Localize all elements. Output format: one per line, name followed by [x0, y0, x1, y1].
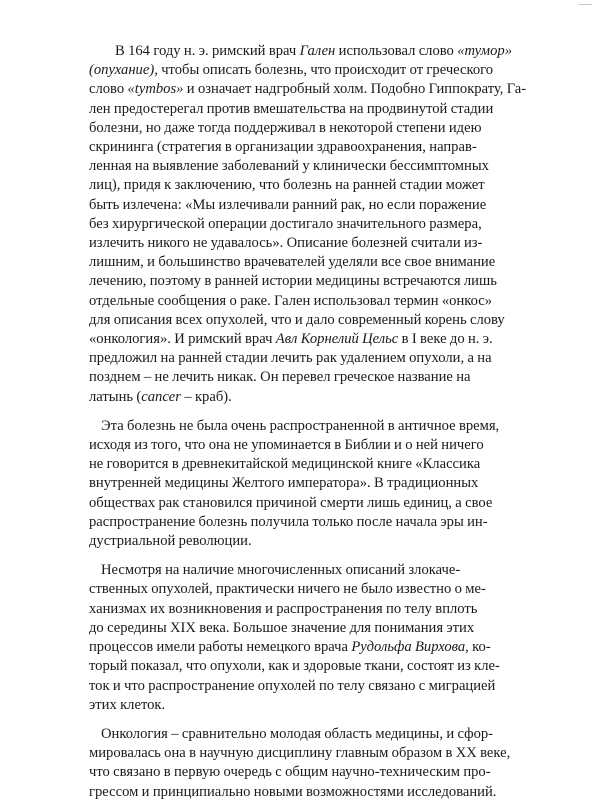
text-run: использовал слово: [335, 43, 458, 59]
text-line: [89, 330, 511, 349]
text-line: [89, 725, 511, 744]
text-run: предложил на ранней стадии лечить рак удалением опухоли, а на: [89, 350, 492, 367]
text-run: Эта болезнь не была очень распространенной в античное время,: [101, 417, 500, 434]
text-line: [89, 176, 511, 195]
text-run: излечить никого не удавалось». Описание болезней считали из-: [89, 235, 483, 252]
text-line: [89, 311, 511, 330]
text-line: [89, 253, 511, 272]
text-run: этих клеток.: [89, 696, 166, 713]
text-line: [89, 349, 511, 368]
text-line: [89, 138, 511, 157]
text-run: процессов имели работы немецкого врача: [89, 639, 352, 656]
text-line: [89, 600, 511, 619]
text-line: [89, 61, 511, 80]
text-run: ственных опухолей, практически ничего не было известно о ме-: [89, 581, 486, 598]
text-run: позднем – не лечить никак. Он перевел греческое название на: [89, 369, 471, 386]
text-run: распространение болезнь получила только после начала эры ин-: [89, 513, 488, 530]
text-line: [89, 696, 511, 715]
italic-term: cancer: [141, 388, 181, 405]
text-line: [89, 494, 511, 513]
text-line: [89, 532, 511, 551]
italic-term: «tymbos»: [127, 81, 184, 98]
paragraph-galen: [89, 42, 527, 407]
text-line: [89, 513, 511, 532]
text-run: ток и что распространение опухолей по телу связано с миграцией: [89, 677, 496, 694]
text-line: [89, 580, 511, 599]
text-line: [89, 100, 511, 119]
text-run: ханизмах их возникновения и распространения по телу вплоть: [89, 600, 478, 617]
text-run: ленная на выявление заболеваний у клинически бессимптомных: [89, 158, 489, 175]
text-run: для описания всех опухолей, что и дало современный корень слову: [89, 311, 505, 328]
text-run: – краб).: [180, 388, 232, 405]
text-line: [89, 157, 511, 176]
text-run: лен предостерегал против вмешательства на продвинутой стадии: [89, 100, 494, 117]
text-run: В 164 году н. э. римский врач: [115, 43, 300, 59]
text-line: [89, 42, 511, 61]
text-line: [89, 196, 511, 215]
paragraph-virchow: [89, 561, 511, 715]
paragraph-antiquity: [89, 417, 511, 551]
text-run: обществах рак становился причиной смерти лишь единиц, а свое: [89, 494, 493, 511]
text-run: что связано в первую очередь с общим научно-техническим про-: [89, 764, 491, 781]
text-line: [89, 272, 511, 291]
text-run: до середины XIX века. Большое значение для понимания этих: [89, 619, 475, 636]
text-run: латынь (: [89, 388, 142, 405]
text-run: , ко-: [465, 639, 491, 656]
text-line: [89, 80, 527, 99]
text-run: в I веке до н. э.: [398, 331, 493, 348]
italic-term: «тумор»: [457, 43, 512, 59]
text-line: [89, 619, 511, 638]
text-run: слово: [89, 81, 128, 98]
italic-term: Рудольфа Вирхова: [351, 639, 466, 656]
page-corner-mark: [578, 4, 592, 13]
text-line: [89, 744, 511, 763]
text-run: Онкология – сравнительно молодая область медицины, и сфор-: [101, 725, 494, 742]
book-page-text: [89, 42, 527, 812]
text-line: [89, 119, 511, 138]
italic-term: Авл Корнелий Цельс: [275, 331, 399, 348]
text-run: «онкология». И римский врач: [89, 331, 276, 348]
text-run: и означает надгробный холм. Подобно Гиппократу, Га-: [183, 81, 527, 98]
text-run: болезни, но даже тогда поддерживал в некоторой степени идею: [89, 119, 482, 136]
text-line: [89, 368, 511, 387]
text-line: [89, 561, 511, 580]
text-run: без хирургической операции достигало значительного размера,: [89, 215, 482, 232]
text-line: [89, 763, 511, 782]
text-run: отдельные сообщения о раке. Гален использовал термин «онкос»: [89, 292, 493, 309]
text-run: внутренней медицины Желтого императора». В традиционных: [89, 475, 479, 492]
text-run: быть излечена: «Мы излечивали ранний рак, но если поражение: [89, 196, 487, 213]
text-line: [89, 677, 511, 696]
text-run: торый показал, что опухоли, как и здоровые ткани, состоят из кле-: [89, 658, 500, 675]
text-line: [89, 234, 511, 253]
text-run: Несмотря на наличие многочисленных описаний злокаче-: [101, 562, 461, 579]
text-line: [89, 783, 511, 802]
text-run: не говорится в древнекитайской медицинской книге «Классика: [89, 456, 481, 473]
text-line: [89, 388, 511, 407]
italic-term: (опухание): [89, 62, 155, 79]
text-line: [89, 657, 511, 676]
text-run: мировалась она в научную дисциплину главным образом в XX веке,: [89, 745, 511, 762]
text-line: [89, 292, 511, 311]
italic-term: Гален: [299, 43, 336, 59]
text-line: [89, 638, 511, 657]
paragraph-oncology-modern: [89, 725, 511, 802]
text-line: [89, 455, 511, 474]
text-run: дустриальной революции.: [89, 533, 252, 550]
text-line: [89, 474, 511, 493]
text-line: [89, 436, 511, 455]
text-run: лиц), придя к заключению, что болезнь на ранней стадии может: [89, 177, 485, 194]
text-run: , чтобы описать болезнь, что происходит от греческого: [154, 62, 494, 79]
text-run: лишним, и большинство врачевателей уделяли все свое внимание: [89, 254, 496, 271]
text-run: лечению, поэтому в ранней истории медицины встречаются лишь: [89, 273, 497, 290]
text-line: [89, 215, 511, 234]
text-run: грессом и принципиально новыми возможностями исследований.: [89, 783, 497, 800]
text-run: исходя из того, что она не упоминается в Библии и о ней ничего: [89, 437, 484, 454]
text-line: [89, 417, 511, 436]
text-run: скрининга (стратегия в организации здравоохранения, направ-: [89, 139, 477, 156]
